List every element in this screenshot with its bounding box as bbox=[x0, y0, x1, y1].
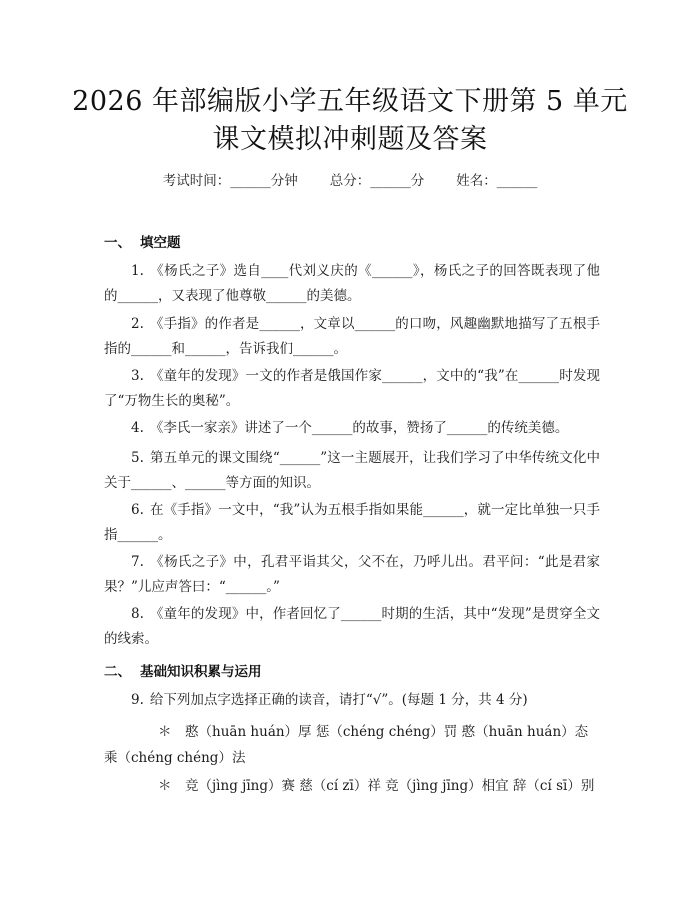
student-name: 姓名：______ bbox=[456, 173, 538, 189]
question-4 bbox=[104, 416, 600, 441]
question-text: 在《手指》一文中，“我”认为五根手指如果能______，就一定比单独一只手指______。 bbox=[104, 502, 600, 543]
section-number: 一、 bbox=[104, 235, 131, 251]
pinyin-option-1: ＊ 憨（huān huán）厚 惩（chéng chéng）罚 憨（huān huán）态 乘（chéng chéng）法 bbox=[104, 724, 589, 766]
question-text: 《李氏一家亲》讲述了一个______的故事，赞扬了______的传统美德。 bbox=[149, 420, 569, 436]
question-6 bbox=[104, 498, 600, 548]
section-title: 基础知识积累与运用 bbox=[140, 664, 262, 680]
question-3 bbox=[104, 364, 600, 414]
document-title-line-1: 2026 年部编版小学五年级语文下册第 5 单元 bbox=[72, 86, 628, 117]
question-number: 4. bbox=[131, 420, 144, 436]
question-text: 给下列加点字选择正确的读音，请打“√”。(每题 1 分，共 4 分) bbox=[149, 692, 528, 708]
pinyin-option-2: ＊ 竞（jìng jīng）赛 慈（cí zī）祥 竞（jìng jīng）相宜 辞（cí sī）别 bbox=[158, 778, 595, 794]
question-number: 7. bbox=[131, 554, 144, 570]
question-7 bbox=[104, 550, 600, 600]
question-5 bbox=[104, 446, 600, 496]
document-title-line-2: 课文模拟冲刺题及答案 bbox=[212, 124, 488, 155]
section-heading-2 bbox=[104, 660, 262, 680]
question-text: 《杨氏之子》选自____代刘义庆的《______》，杨氏之子的回答既表现了他的______，又表现了他尊敬______的美德。 bbox=[104, 263, 600, 304]
question-number: 6. bbox=[131, 502, 144, 518]
question-text: 《杨氏之子》中，孔君平诣其父，父不在，乃呼儿出。君平问：“此是君家果？”儿应声答曰：“______。” bbox=[104, 554, 600, 595]
question-number: 2. bbox=[131, 316, 144, 332]
question-9 bbox=[104, 688, 600, 713]
question-8 bbox=[104, 602, 600, 652]
exam-info bbox=[0, 169, 700, 189]
section-number: 二、 bbox=[104, 664, 131, 680]
question-number: 3. bbox=[131, 368, 144, 384]
section-title: 填空题 bbox=[140, 235, 181, 251]
question-2 bbox=[104, 312, 600, 362]
question-text: 第五单元的课文围绕“______”这一主题展开，让我们学习了中华传统文化中关于______、______等方面的知识。 bbox=[104, 450, 600, 491]
question-text: 《手指》的作者是______，文章以______的口吻，风趣幽默地描写了五根手指的______和______，告诉我们______。 bbox=[104, 316, 600, 357]
question-1 bbox=[104, 259, 600, 309]
exam-score: 总分：______分 bbox=[329, 173, 425, 189]
section-heading-1 bbox=[104, 231, 181, 251]
question-number: 9. bbox=[131, 692, 144, 708]
question-number: 8. bbox=[131, 606, 144, 622]
question-text: 《童年的发现》一文的作者是俄国作家______，文中的“我”在______时发现了“万物生长的奥秘”。 bbox=[104, 368, 600, 409]
question-number: 1. bbox=[131, 263, 144, 279]
exam-time: 考试时间：______分钟 bbox=[162, 173, 298, 189]
question-text: 《童年的发现》中，作者回忆了______时期的生活，其中“发现”是贯穿全文的线索。 bbox=[104, 606, 600, 647]
question-number: 5. bbox=[131, 450, 144, 466]
